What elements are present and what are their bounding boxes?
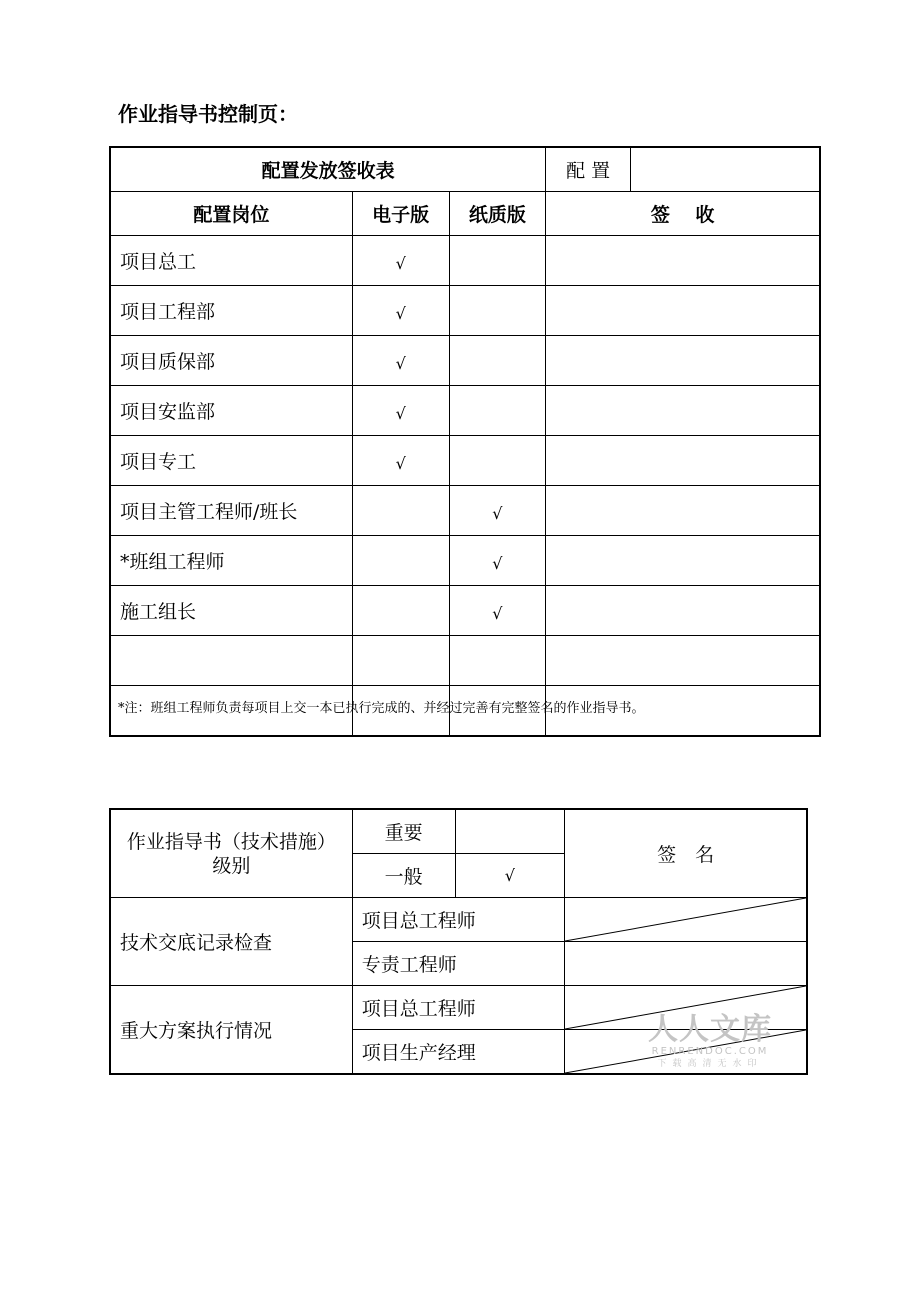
- important-mark[interactable]: [455, 809, 565, 854]
- config-value[interactable]: [631, 147, 820, 192]
- signature-cell-crossed: [565, 898, 807, 942]
- signature-cell[interactable]: [546, 636, 820, 686]
- table-row: [110, 636, 820, 686]
- tech-check-label: 技术交底记录检查: [110, 898, 352, 986]
- electronic-cell[interactable]: √: [352, 336, 449, 386]
- electronic-cell[interactable]: √: [352, 436, 449, 486]
- signature-header: 签 名: [565, 809, 807, 898]
- plan-exec-role: 项目生产经理: [352, 1030, 564, 1075]
- electronic-cell[interactable]: √: [352, 236, 449, 286]
- position-cell: 施工组长: [110, 586, 352, 636]
- signature-cell[interactable]: [546, 286, 820, 336]
- level-label-cell: [110, 809, 352, 898]
- position-cell: *班组工程师: [110, 536, 352, 586]
- position-cell: 项目质保部: [110, 336, 352, 386]
- signature-cell[interactable]: [546, 486, 820, 536]
- table-row: [110, 336, 820, 386]
- header-paper: 纸质版: [449, 192, 546, 236]
- paper-cell[interactable]: [449, 386, 546, 436]
- paper-cell[interactable]: [449, 236, 546, 286]
- electronic-cell[interactable]: √: [352, 286, 449, 336]
- table-row: [110, 386, 820, 436]
- header-electronic: 电子版: [352, 192, 449, 236]
- position-cell: [110, 636, 352, 686]
- signature-cell[interactable]: [546, 236, 820, 286]
- position-cell: 项目主管工程师/班长: [110, 486, 352, 536]
- tech-check-role: 项目总工程师: [352, 898, 564, 942]
- electronic-cell[interactable]: [352, 586, 449, 636]
- diagonal-strike: [565, 898, 806, 941]
- table-row: [110, 286, 820, 336]
- paper-cell[interactable]: [449, 286, 546, 336]
- table-row: [110, 236, 820, 286]
- watermark-brand: 人人文库: [648, 1012, 772, 1047]
- paper-cell[interactable]: [449, 436, 546, 486]
- paper-cell[interactable]: [449, 336, 546, 386]
- page-title: 作业指导书控制页：: [118, 102, 298, 126]
- electronic-cell[interactable]: [352, 536, 449, 586]
- footnote: *注：班组工程师负责每项目上交一本已执行完成的、并经过完善有完整签名的作业指导书。: [118, 701, 645, 716]
- position-cell: 项目专工: [110, 436, 352, 486]
- signature-cell[interactable]: [546, 336, 820, 386]
- level-row-important: [110, 809, 807, 854]
- paper-cell[interactable]: √: [449, 486, 546, 536]
- level-label-line2: 级别: [212, 854, 251, 877]
- paper-cell[interactable]: [449, 636, 546, 686]
- signature-cell[interactable]: [565, 942, 807, 986]
- plan-exec-label: 重大方案执行情况: [110, 986, 352, 1075]
- electronic-cell[interactable]: [352, 636, 449, 686]
- watermark: [645, 1014, 775, 1070]
- config-label: 配 置: [546, 147, 631, 192]
- signature-cell[interactable]: [546, 586, 820, 636]
- table-title: 配置发放签收表: [110, 147, 546, 192]
- table-title-row: [110, 147, 820, 192]
- position-cell: 项目总工: [110, 236, 352, 286]
- position-cell: 项目安监部: [110, 386, 352, 436]
- paper-cell[interactable]: √: [449, 536, 546, 586]
- level-label-line1: 作业指导书（技术措施）: [126, 830, 336, 853]
- electronic-cell[interactable]: √: [352, 386, 449, 436]
- electronic-cell[interactable]: [352, 486, 449, 536]
- distribution-table: [109, 146, 821, 737]
- tech-check-role: 专责工程师: [352, 942, 564, 986]
- signature-cell[interactable]: [546, 436, 820, 486]
- important-label: 重要: [352, 809, 455, 854]
- watermark-slogan: 下载高清无水印: [657, 1059, 763, 1069]
- general-label: 一般: [352, 854, 455, 898]
- general-mark[interactable]: √: [455, 854, 565, 898]
- signature-cell[interactable]: [546, 386, 820, 436]
- header-signature: 签 收: [546, 192, 820, 236]
- table-row: [110, 586, 820, 636]
- position-cell: 项目工程部: [110, 286, 352, 336]
- table-row: [110, 436, 820, 486]
- watermark-url: RENRENDOC.COM: [651, 1046, 769, 1057]
- table-header-row: [110, 192, 820, 236]
- table-row: [110, 486, 820, 536]
- tech-check-row-1: [110, 898, 807, 942]
- plan-exec-role: 项目总工程师: [352, 986, 564, 1030]
- paper-cell[interactable]: √: [449, 586, 546, 636]
- table-row: [110, 536, 820, 586]
- signature-cell[interactable]: [546, 536, 820, 586]
- header-position: 配置岗位: [110, 192, 352, 236]
